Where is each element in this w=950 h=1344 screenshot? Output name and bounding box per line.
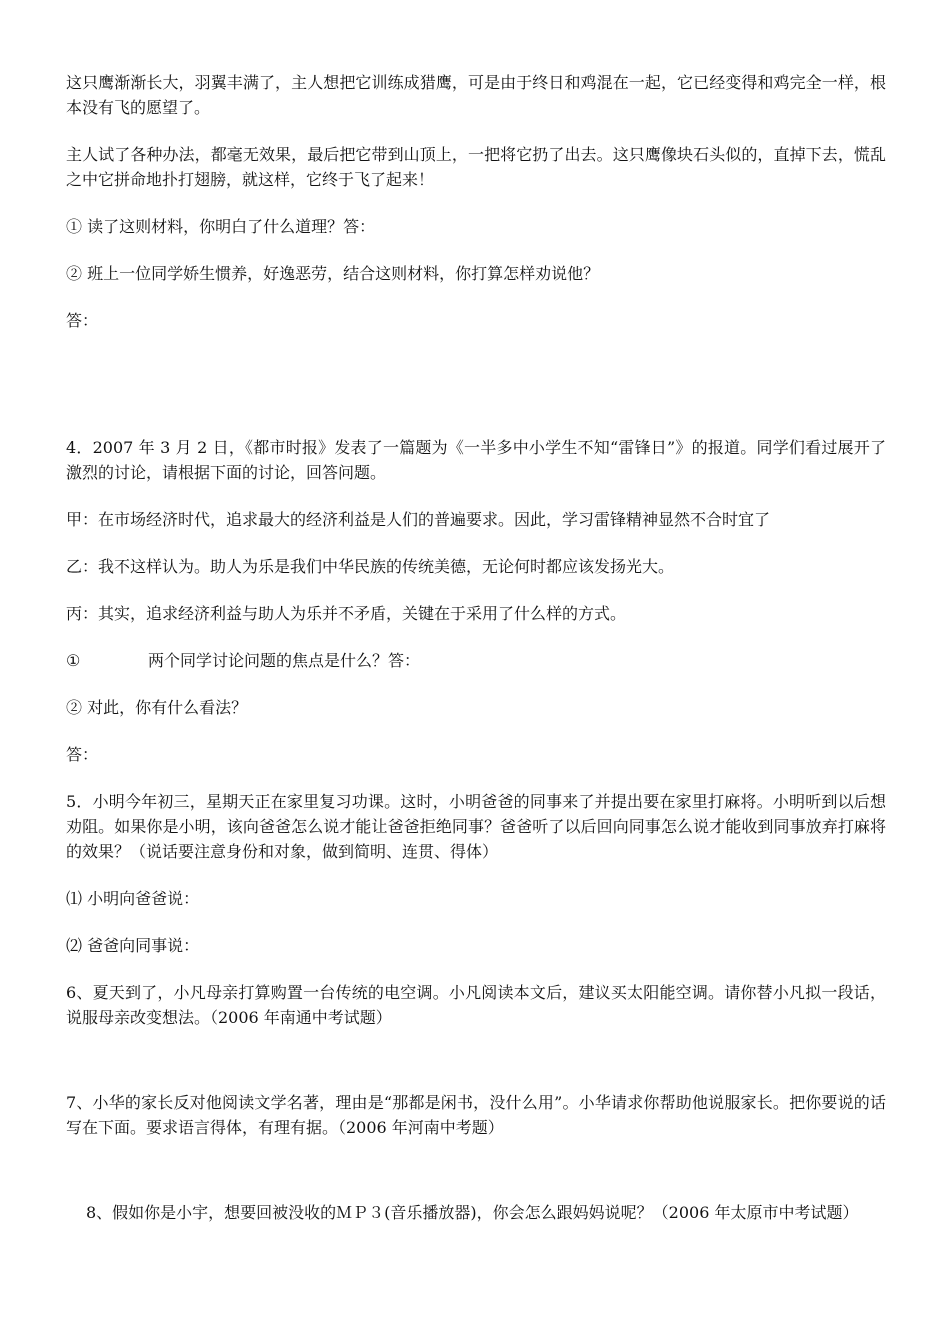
question-4-1-number: ①: [66, 651, 81, 670]
question-3-2: ② 班上一位同学娇生惯养，好逸恶劳，结合这则材料，你打算怎样劝说他？: [66, 264, 600, 283]
question-3-1: ① 读了这则材料，你明白了什么道理？答：: [66, 217, 376, 236]
question-4-2: ② 对此，你有什么看法？: [66, 698, 248, 717]
answer-label-3: 答：: [66, 311, 99, 330]
question-4-1-text: 两个同学讨论问题的焦点是什么？答：: [148, 651, 421, 670]
speaker-jia: 甲：在市场经济时代，追求最大的经济利益是人们的普遍要求。因此，学习雷锋精神显然不合时宜了: [66, 510, 771, 529]
speaker-yi: 乙：我不这样认为。助人为乐是我们中华民族的传统美德，无论何时都应该发扬光大。: [66, 557, 675, 576]
question-4-1: [66, 648, 886, 673]
speaker-bing: 丙：其实，追求经济利益与助人为乐并不矛盾，关键在于采用了什么样的方式。: [66, 604, 627, 623]
question-8: 8、假如你是小宇，想要回被没收的ＭＰ３(音乐播放器)，你会怎么跟妈妈说呢？（2006 年太原市中考试题）: [86, 1203, 859, 1222]
document-page: [66, 70, 886, 1225]
question-5-1: ⑴ 小明向爸爸说：: [66, 889, 200, 908]
paragraph-eagle-flight: 主人试了各种办法，都毫无效果，最后把它带到山顶上，一把将它扔了出去。这只鹰像块石头似的，直掉下去，慌乱之中它拼命地扑打翅膀，就这样，它终于飞了起来！: [66, 145, 886, 189]
answer-label-4: 答：: [66, 745, 99, 764]
paragraph-eagle-growth: 这只鹰渐渐长大，羽翼丰满了，主人想把它训练成猎鹰，可是由于终日和鸡混在一起，它已经变得和鸡完全一样，根本没有飞的愿望了。: [66, 73, 886, 117]
question-7: 7、小华的家长反对他阅读文学名著，理由是“那都是闲书，没什么用”。小华请求你帮助他说服家长。把你要说的话写在下面。要求语言得体，有理有据。（2006 年河南中考题）: [66, 1093, 886, 1137]
question-5: 5．小明今年初三，星期天正在家里复习功课。这时，小明爸爸的同事来了并提出要在家里打麻将。小明听到以后想劝阻。如果你是小明，该向爸爸怎么说才能让爸爸拒绝同事？爸爸听了以后回向同事怎么说才能收到同事放弃打麻将的效果？（说话要注意身份和对象，做到简明、连贯、得体）: [66, 792, 886, 861]
question-5-2: ⑵ 爸爸向同事说：: [66, 936, 200, 955]
question-6: 6、夏天到了，小凡母亲打算购置一台传统的电空调。小凡阅读本文后，建议买太阳能空调。请你替小凡拟一段话，说服母亲改变想法。（2006 年南通中考试题）: [66, 983, 886, 1027]
question-4-intro: 4．2007 年 3 月 2 日，《都市时报》发表了一篇题为《一半多中小学生不知“雷锋日”》的报道。同学们看过展开了激烈的讨论，请根据下面的讨论，回答问题。: [66, 438, 886, 482]
